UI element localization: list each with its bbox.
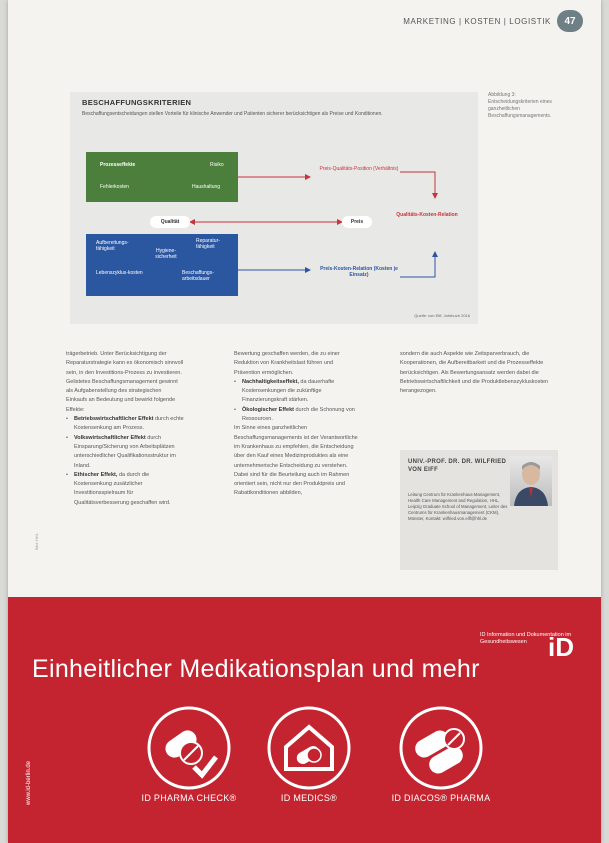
criterion-label: Aufbereitungs-fähigkeit — [96, 240, 129, 252]
bullet-item — [66, 471, 184, 508]
bullet-item — [66, 415, 184, 434]
author-box — [400, 450, 558, 570]
figure-source: Quelle: von Eiff, Jahrbuch 2016 — [414, 313, 470, 318]
id-logo: iD — [548, 632, 574, 662]
product-pharma-check — [124, 705, 254, 803]
bullet-text: durch die Schonung von Ressourcen. — [242, 406, 355, 423]
bullet-text: da durch die Kostensenkung zusätzlicher Investitionsspielraum für Qualitätsverbesserung geschaffen wird. — [74, 471, 171, 506]
criterion-label: Reparatur-fähigkeit — [196, 238, 220, 250]
product-diacos-pharma — [376, 705, 506, 803]
ad-brand-text: ID Information und Dokumentation im Gesundheitswesen — [480, 632, 572, 645]
bullet-text: durch Einsparung/Sicherung von Arbeitsplätzen unterschiedlicher Qualifikationsstruktur im Inland. — [74, 434, 176, 469]
ad-url[interactable]: www.id-berlin.de — [26, 760, 32, 805]
text-column-3 — [400, 350, 558, 396]
product-label: ID DIACOS® PHARMA — [391, 793, 491, 803]
text-column-1 — [66, 350, 184, 508]
paragraph: Im Sinne eines ganzheitlichen Beschaffungsmanagements ist der Verantwortliche im Krankenhaus zu empfehlen, die Entscheidung über den Kauf eines Medizinproduktes als eine unternehmerische Entscheidung zu verstehen. Dabei sind für die Beurteilung auch im Rahmen orientiert sein, nicht nur den Produktpreis und Rabattkonditionen abbilden, — [234, 425, 358, 497]
price-node: Preis — [342, 216, 372, 228]
author-photo — [510, 456, 552, 506]
paragraph: trägerbetrieb. Unter Berücksichtigung der Reparaturstrategie kann es ökonomisch sinnvoll sein, in den Investitions-Prozess zu investieren. Gelistetes Beschaffungsmanagement gewinnt als Aufgabenstellung des strategischen Einkaufs an Bedeutung und bewirkt folgende Effekte: — [66, 351, 184, 413]
bullet-text: durch echte Kostensenkung am Prozess. — [74, 416, 184, 432]
criterion-label: Beschaffungs-arbeitsdauer — [182, 270, 214, 282]
section-label: MARKETING | KOSTEN | LOGISTIK — [403, 16, 551, 26]
figure-title: BESCHAFFUNGSKRITERIEN — [82, 98, 192, 107]
text-column-2 — [234, 350, 360, 499]
criterion-label: Fehlerkosten — [100, 184, 129, 190]
procurement-figure — [70, 92, 478, 324]
figure-subtitle: Beschaffungsentscheidungen stellen Vorteile für klinische Anwender und Patienten sicherer berücksichtigen als Preise und Konditionen. — [82, 111, 383, 117]
photo-credit: Bild: HHL — [34, 533, 39, 550]
criterion-label: Risiko — [210, 162, 224, 168]
criterion-label: Lebenszyklus-kosten — [96, 270, 143, 276]
paragraph: sondern die auch Aspekte wie Zeitsparverbrauch, die Kooperationen, die Aufbereitbarkeit und die Prozesseffekte berücksichtigen. Als Bewertungsansatz werden dabei die Betriebswirtschaftlichkeit und die Produktlebenszykluskosten herangezogen. — [400, 351, 548, 395]
bullet-head: Nachhaltigkeitseffekt, — [242, 378, 299, 385]
bullet-item — [66, 434, 184, 471]
criterion-label: Hygiene-sicherheit — [155, 248, 177, 260]
bullet-head: Betriebswirtschaftlicher Effekt — [74, 416, 154, 423]
product-medics — [244, 705, 374, 803]
bullet-head: Ökologischer Effekt — [242, 406, 294, 413]
price-cost-label: Preis-Kosten-Relation (Kosten je Einsatz) — [320, 266, 398, 278]
pills-icon — [398, 705, 484, 791]
product-label: ID PHARMA CHECK® — [141, 793, 237, 803]
quality-cost-label: Qualitäts-Kosten-Relation — [396, 212, 458, 218]
criterion-label: Prozesseffekte — [100, 162, 136, 168]
pill-house-icon — [266, 705, 352, 791]
paragraph: Bewertung geschaffen werden, die zu einer Reduktion von Krankheitslast führen und Prävention ermöglichen. — [234, 351, 340, 376]
author-name: UNIV.-PROF. DR. DR. WILFRIED VON EIFF — [408, 459, 507, 473]
blue-criteria-box — [86, 234, 238, 296]
bullet-item — [234, 378, 360, 406]
page-header — [403, 10, 583, 32]
page-number: 47 — [557, 10, 583, 32]
portrait-image — [510, 456, 552, 506]
green-criteria-box — [86, 152, 238, 202]
quality-node: Qualität — [150, 216, 190, 228]
ad-headline: Einheitlicher Medikationsplan und mehr — [32, 655, 480, 683]
bullet-item — [234, 406, 360, 425]
bullet-text: da dauerhafte Kostensenkungen die zukünftige Finanzierungskraft stärken. — [242, 378, 335, 404]
figure-caption: Abbildung 3: Entscheidungskriterien eines ganzheitlichen Beschaffungsmanagements. — [488, 92, 552, 119]
bullet-head: Ethischer Effekt, — [74, 471, 118, 478]
criterion-label: Haushaltung — [192, 184, 221, 190]
product-label: ID MEDICS® — [280, 793, 338, 803]
pill-check-icon — [146, 705, 232, 791]
price-quality-label: Preis-Qualitäts-Position (Verhältnis) — [319, 166, 399, 172]
advertisement — [8, 597, 601, 843]
author-bio: Leitung Centrum für Krankenhaus-Management, Health Care Management and Regulation, HHL, Leipzig Graduate School of Management, Leiter des Centrums für Krankenhausmanagement (CKM), Münster, Kontakt: wilfried.von.eiff@hhl.de — [408, 492, 508, 521]
bullet-head: Volkswirtschaftlicher Effekt — [74, 434, 146, 441]
